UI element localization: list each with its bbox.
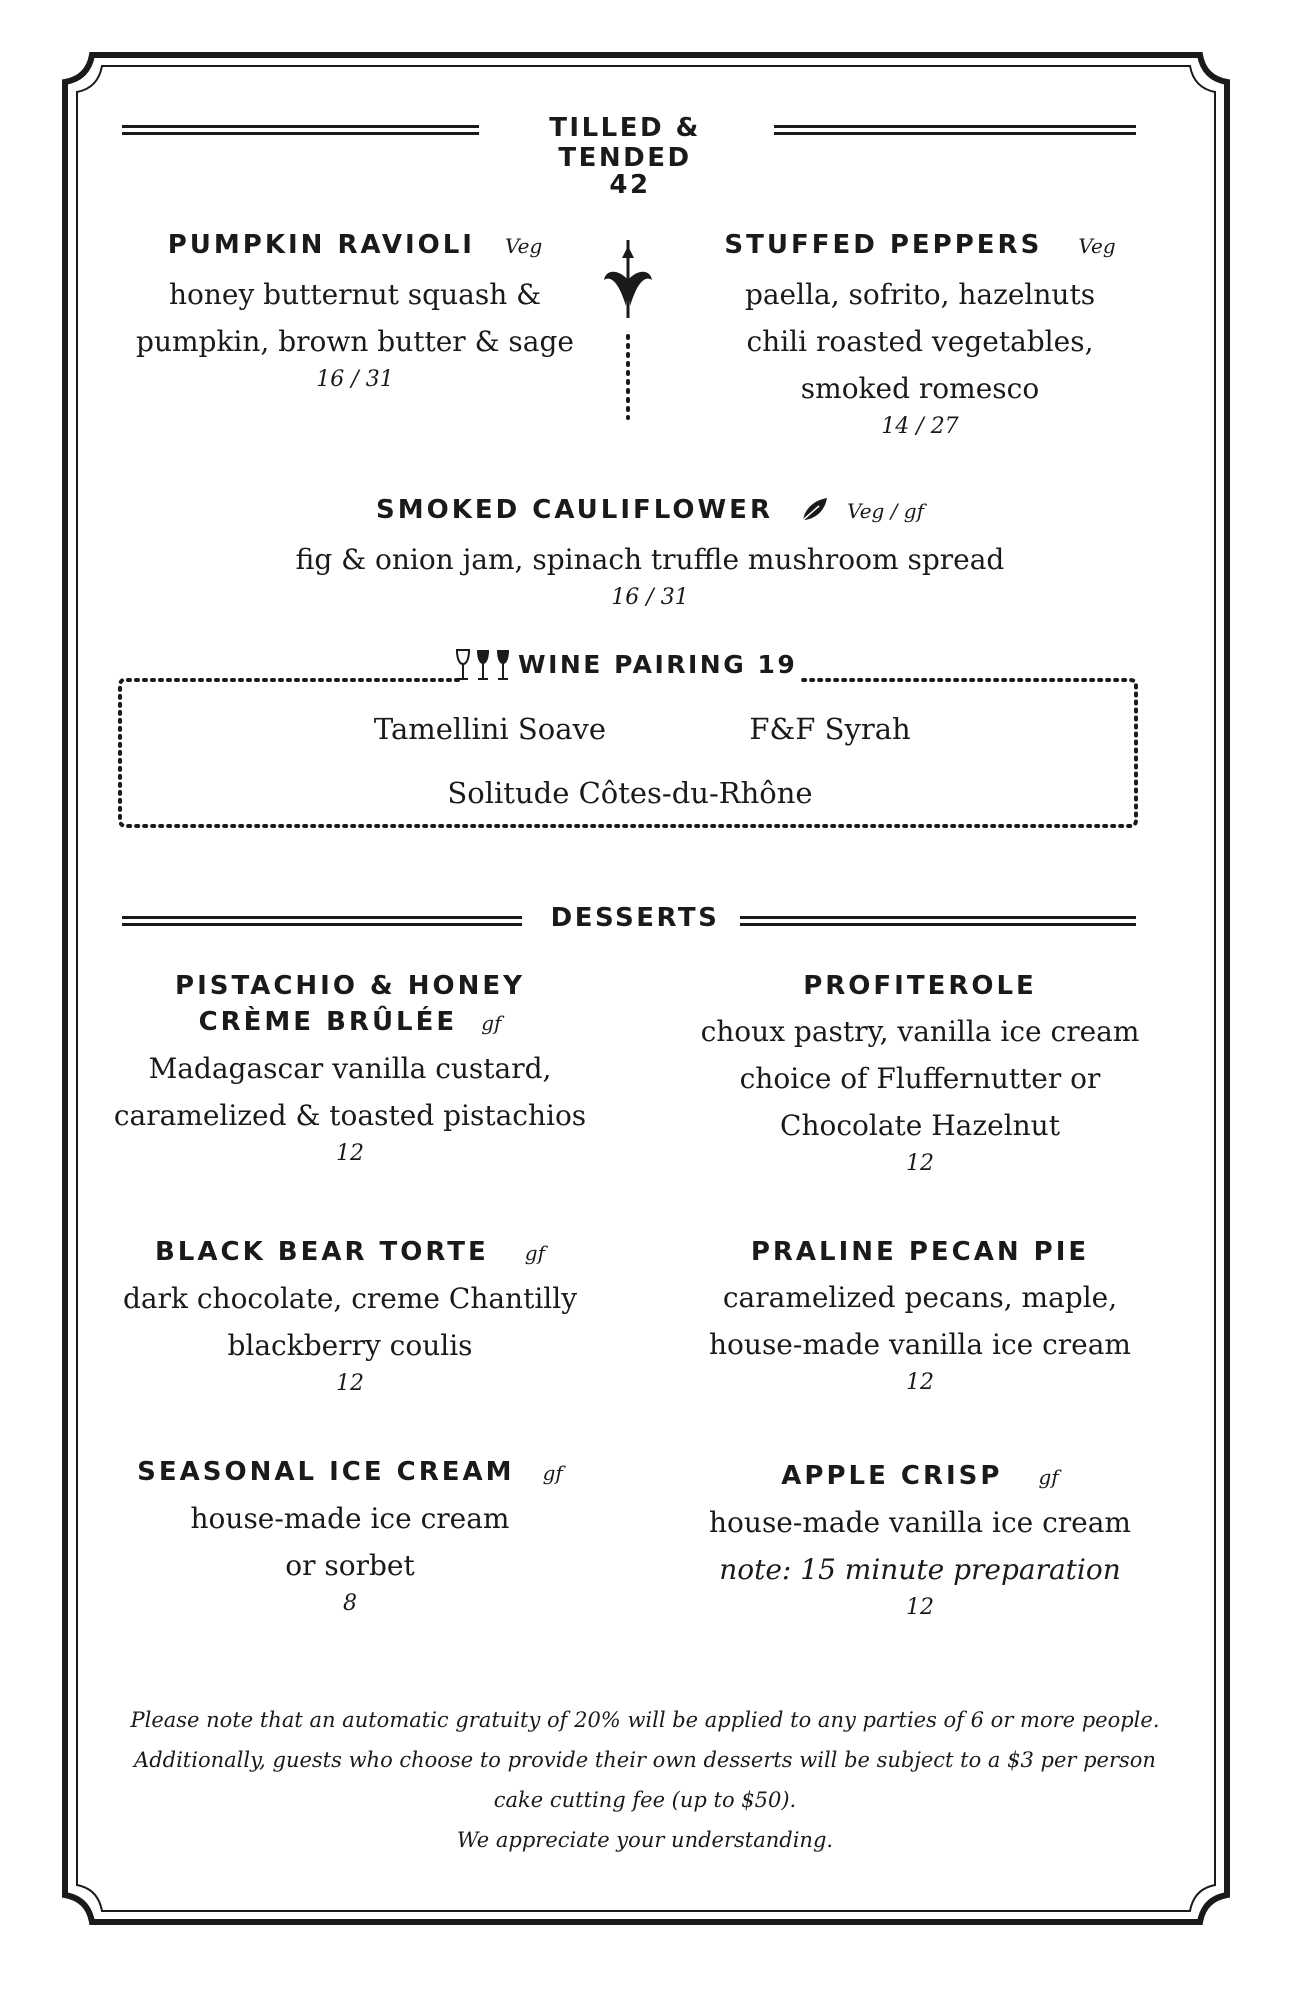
item-desc-line: fig & onion jam, spinach truffle mushroom spread	[295, 543, 1005, 576]
item-name: PROFITEROLE	[803, 971, 1037, 1001]
menu-item-pumpkin-ravioli	[120, 227, 590, 392]
item-price: 8	[343, 1591, 357, 1616]
item-note: note: 15 minute preparation	[719, 1553, 1121, 1586]
menu-item-smoked-cauliflower	[220, 492, 1080, 610]
item-desc-line: or sorbet	[285, 1549, 415, 1582]
wine-item: F&F Syrah	[749, 712, 911, 746]
item-name: PISTACHIO & HONEY	[175, 971, 525, 1001]
item-price: 12	[336, 1371, 364, 1396]
section-title-desserts: DESSERTS	[550, 903, 720, 933]
footer-line: Please note that an automatic gratuity of 20% will be applied to any parties of 6 or more people.	[130, 1708, 1160, 1732]
section-title-tilled: TILLED & TENDED	[549, 113, 701, 173]
item-price: 12	[336, 1141, 364, 1166]
wine-glasses-icon	[453, 648, 517, 682]
item-price: 16 / 31	[611, 585, 689, 610]
item-desc-line: smoked romesco	[800, 372, 1040, 405]
item-desc-line: caramelized & toasted pistachios	[113, 1099, 587, 1132]
wine-item: Tamellini Soave	[373, 712, 607, 746]
section-rule-right	[740, 916, 1136, 919]
item-desc-line: blackberry coulis	[227, 1329, 473, 1362]
gf-tag: gf	[524, 1241, 546, 1265]
gf-tag: gf	[481, 1011, 502, 1035]
leaf-icon	[801, 496, 829, 522]
gf-tag: gf	[542, 1461, 563, 1485]
item-name: BLACK BEAR TORTE	[154, 1237, 489, 1267]
item-name: APPLE CRISP	[781, 1461, 1003, 1491]
item-desc-line: choux pastry, vanilla ice cream	[700, 1015, 1140, 1048]
veg-tag: Veg	[505, 234, 543, 258]
menu-item-stuffed-peppers	[680, 227, 1160, 439]
item-desc-line: chili roasted vegetables,	[746, 325, 1094, 358]
item-desc-line: pumpkin, brown butter & sage	[136, 325, 574, 358]
item-price: 16 / 31	[316, 367, 394, 392]
dessert-item-seasonal-ice-cream	[110, 1454, 590, 1616]
fleur-ornament-icon	[600, 240, 656, 420]
dessert-item-apple-crisp	[680, 1458, 1160, 1620]
item-desc-line: house-made vanilla ice cream	[709, 1328, 1131, 1361]
item-desc-line: choice of Fluffernutter or	[739, 1062, 1101, 1095]
item-desc-line: caramelized pecans, maple,	[722, 1281, 1118, 1314]
section-price: 42	[609, 170, 651, 200]
item-name: CRÈME BRÛLÉE	[198, 1007, 458, 1037]
footer-line: Additionally, guests who choose to provide their own desserts will be subject to a $3 per person	[134, 1748, 1156, 1772]
dessert-item-profiterole	[680, 968, 1160, 1176]
item-name: SEASONAL ICE CREAM	[137, 1457, 515, 1487]
veg-tag: Veg	[1078, 234, 1116, 258]
dessert-item-praline-pecan-pie	[680, 1234, 1160, 1395]
footer-line: cake cutting fee (up to $50).	[493, 1788, 797, 1812]
section-rule-right	[774, 125, 1136, 128]
footer-note	[90, 1700, 1200, 1860]
item-price: 12	[906, 1151, 934, 1176]
veg-gf-tag: Veg / gf	[847, 499, 924, 523]
item-price: 12	[906, 1370, 934, 1395]
item-name: PRALINE PECAN PIE	[750, 1237, 1090, 1267]
footer-line: We appreciate your understanding.	[456, 1828, 834, 1852]
dessert-item-black-bear-torte	[110, 1234, 590, 1396]
item-name: PUMPKIN RAVIOLI	[167, 230, 475, 260]
item-desc-line: honey butternut squash &	[168, 278, 542, 311]
item-desc-line: paella, sofrito, hazelnuts	[744, 278, 1096, 311]
item-desc-line: Madagascar vanilla custard,	[148, 1052, 552, 1085]
item-name: SMOKED CAULIFLOWER	[376, 495, 773, 525]
item-desc-line: Chocolate Hazelnut	[780, 1109, 1060, 1142]
item-price: 12	[906, 1595, 934, 1620]
item-name: STUFFED PEPPERS	[724, 230, 1043, 260]
wine-pairing-title: WINE PAIRING 19	[518, 650, 798, 679]
item-desc-line: house-made vanilla ice cream	[709, 1506, 1131, 1539]
section-rule-left	[122, 125, 479, 128]
item-desc-line: house-made ice cream	[190, 1502, 510, 1535]
item-price: 14 / 27	[881, 414, 959, 439]
section-rule-left	[122, 916, 522, 919]
item-desc-line: dark chocolate, creme Chantilly	[122, 1282, 578, 1315]
dessert-item-creme-brulee	[110, 968, 590, 1166]
wine-item: Solitude Côtes-du-Rhône	[447, 776, 813, 810]
gf-tag: gf	[1038, 1465, 1059, 1489]
